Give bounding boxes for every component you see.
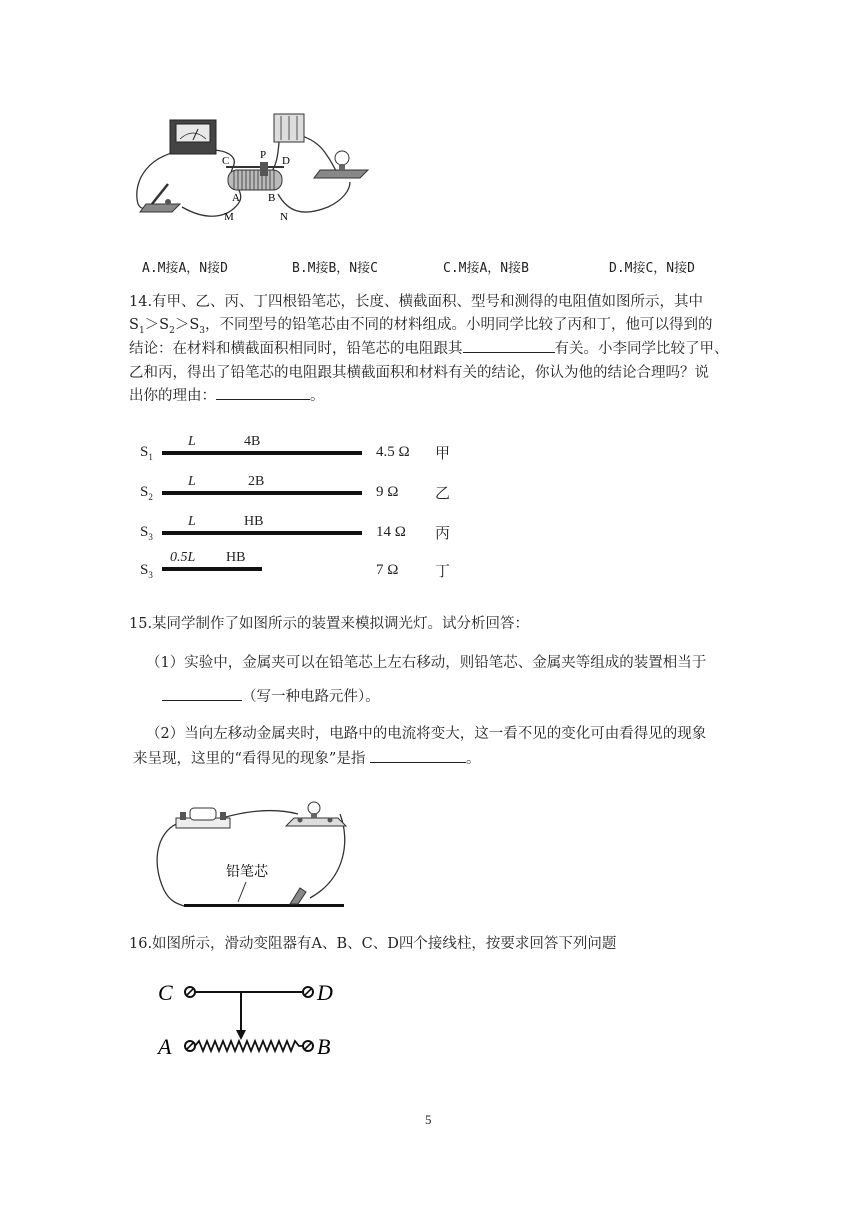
rod-type-label: HB — [244, 514, 264, 529]
q15-part2-line2-b: 。 — [465, 751, 481, 767]
rod-bar — [162, 491, 362, 495]
q13-label-m: M — [224, 211, 234, 223]
q15-part1-line2 — [162, 684, 380, 711]
q14-answer-blank-1[interactable] — [463, 336, 555, 353]
q16-label-a: A — [158, 1034, 172, 1059]
q16-label-d: D — [317, 980, 333, 1005]
q14-area-relation: $S_1>S_2>S_3$ — [129, 317, 206, 336]
q13-option-a: A.M接A，N接D — [142, 261, 228, 276]
rod-bar — [162, 567, 262, 571]
rod-bar — [162, 531, 362, 535]
q15-part2-line2-a: 来呈现，这里的“看得见的现象”是指 — [133, 751, 366, 767]
rod-s-label: $S_1$ — [140, 444, 153, 462]
q13-option-c: C.M接A，N接B — [443, 261, 529, 276]
q14-line5 — [129, 383, 325, 410]
q13-option-d: D.M接C，N接D — [609, 261, 695, 276]
rod-name: 乙 — [435, 484, 451, 502]
q14-line2-text: ，不同型号的铅笔芯由不同的材料组成。小明同学比较了丙和丁，他可以得到的 — [205, 317, 713, 333]
q16-label-c: C — [158, 980, 173, 1005]
q15-part2-line2 — [133, 746, 480, 773]
q16-label-b: B — [317, 1034, 331, 1059]
q13-option-b: B.M接B，N接C — [292, 261, 378, 276]
rod-name: 甲 — [435, 444, 451, 462]
page-number: 5 — [425, 1112, 432, 1127]
q15-pencil-lead-label: 铅笔芯 — [226, 865, 268, 880]
rod-type-label: 2B — [248, 474, 265, 489]
q14-line4: 乙和丙，得出了铅笔芯的电阻跟其横截面积和材料有关的结论，你认为他的结论合理吗？说 — [129, 365, 709, 381]
q14-line3-b: 有关。小李同学比较了甲、 — [554, 341, 729, 357]
rod-length-label: L — [188, 474, 196, 489]
q15-part1-line2-text: （写一种电路元件）。 — [242, 689, 380, 705]
q13-label-n: N — [280, 211, 288, 223]
q15-dimmer-figure — [150, 800, 360, 912]
rod-bar — [162, 451, 362, 455]
rod-s-label: $S_3$ — [140, 562, 153, 580]
q15-answer-blank-1[interactable] — [162, 684, 242, 701]
q13-label-p: P — [260, 149, 267, 161]
q14-line1: 14.有甲、乙、丙、丁四根铅笔芯，长度、横截面积、型号和测得的电阻值如图所示，其中 — [129, 294, 704, 310]
q13-label-c: C — [222, 155, 230, 167]
q14-line5-b: 。 — [310, 388, 325, 404]
q13-label-a: A — [232, 192, 240, 204]
q13-circuit-figure — [128, 112, 378, 232]
q13-label-b: B — [268, 192, 276, 204]
q15-title: 15.某同学制作了如图所示的装置来模拟调光灯。试分析回答： — [129, 616, 530, 632]
q15-part2-line1: （2）当向左移动金属夹时，电路中的电流将变大，这一看不见的变化可由看得见的现象 — [146, 726, 707, 742]
q13-label-d: D — [282, 155, 290, 167]
rod-type-label: HB — [226, 550, 246, 565]
q16-rheostat-symbol — [155, 970, 345, 1070]
q15-part1-line1: （1）实验中，金属夹可以在铅笔芯上左右移动，则铅笔芯、金属夹等组成的装置相当于 — [146, 655, 707, 671]
rod-length-label: L — [188, 434, 196, 449]
rod-resistance: 4.5 Ω — [376, 444, 410, 460]
q14-line3 — [129, 336, 729, 363]
q14-answer-blank-2[interactable] — [216, 383, 310, 400]
q14-line3-a: 结论：在材料和横截面积相同时，铅笔芯的电阻跟其 — [129, 341, 463, 357]
q15-answer-blank-2[interactable] — [370, 746, 466, 763]
rod-length-label: 0.5L — [170, 550, 196, 565]
rod-resistance: 9 Ω — [376, 484, 399, 500]
rod-resistance: 7 Ω — [376, 562, 399, 578]
rod-name: 丙 — [435, 524, 451, 542]
rod-length-label: L — [188, 514, 196, 529]
q16-title: 16.如图所示，滑动变阻器有A、B、C、D四个接线柱，按要求回答下列问题 — [129, 936, 617, 952]
q14-rods-figure — [130, 430, 470, 590]
rod-type-label: 4B — [244, 434, 261, 449]
rod-s-label: $S_2$ — [140, 484, 153, 502]
rod-name: 丁 — [435, 562, 451, 580]
rod-resistance: 14 Ω — [376, 524, 406, 540]
q14-line5-a: 出你的理由： — [129, 388, 216, 404]
rod-s-label: $S_3$ — [140, 524, 153, 542]
